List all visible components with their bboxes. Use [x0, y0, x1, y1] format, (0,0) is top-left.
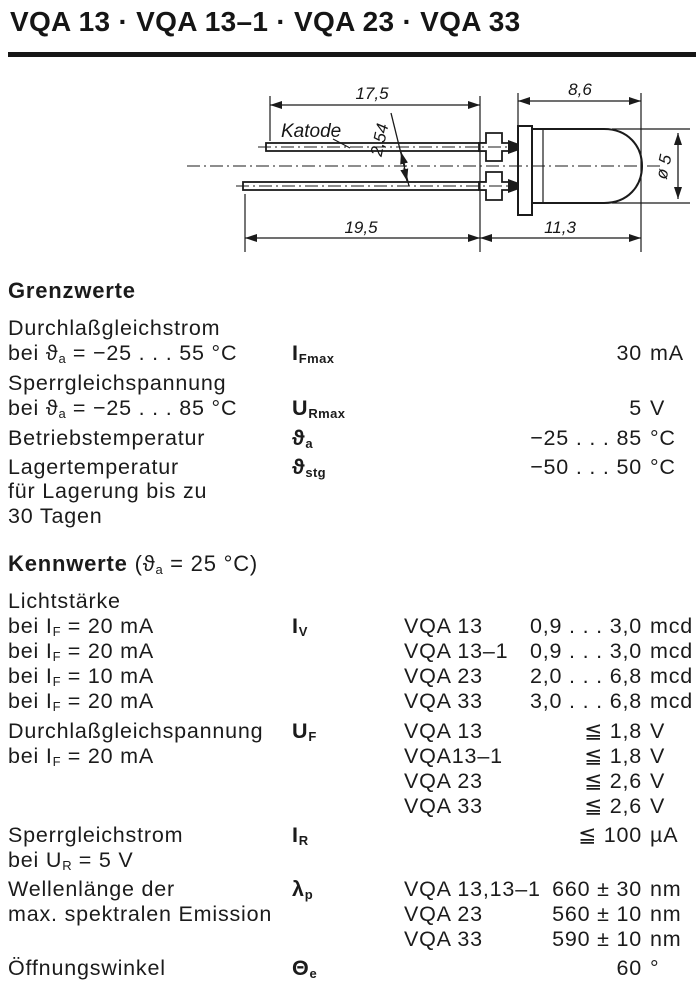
spec-sym	[292, 927, 404, 952]
spec-label: Betriebstemperatur	[8, 425, 206, 450]
dim-text-diameter: ø 5	[651, 152, 676, 181]
spec-unit: mcd	[650, 614, 694, 639]
dim-text-top-lead: 17,5	[355, 84, 389, 103]
spec-unit	[642, 371, 692, 396]
spec-row	[8, 341, 692, 366]
spec-label: bei $ϑ_a = -25$ . . . 85 °C	[8, 395, 238, 421]
spec-type: VQA 33	[404, 927, 483, 952]
spec-num	[530, 589, 642, 614]
spec-sym: $I_V$	[292, 614, 308, 640]
spec-sections	[8, 278, 692, 981]
spec-sym: $ϑ_{stg}$	[292, 454, 327, 480]
spec-row	[8, 823, 692, 848]
spec-type: VQA 13	[404, 614, 483, 639]
spec-row	[8, 794, 692, 819]
dim-text-bottom-lead: 19,5	[344, 218, 378, 237]
spec-sym: $I_R$	[292, 823, 309, 849]
dim-text-body-total: 11,3	[544, 218, 576, 237]
spec-num: ≦ 2,6	[584, 793, 642, 818]
spec-row	[8, 689, 692, 714]
spec-unit	[642, 479, 692, 504]
spec-type	[404, 504, 530, 529]
spec-num	[530, 316, 642, 341]
spec-label: bei $I_F = 20$ mA	[8, 743, 155, 769]
spec-label: bei $I_F = 10$ mA	[8, 663, 155, 689]
spec-label: bei $ϑ_a = -25$ . . . 55 °C	[8, 340, 238, 366]
spec-unit	[642, 589, 692, 614]
spec-num: 5	[629, 395, 642, 420]
spec-unit: V	[650, 395, 666, 420]
spec-sym: $ϑ_a$	[292, 425, 313, 451]
spec-label: 30 Tagen	[8, 504, 103, 529]
page-title: VQA 13 · VQA 13–1 · VQA 23 · VQA 33	[10, 6, 521, 37]
spec-row	[8, 927, 692, 952]
spec-sym	[292, 664, 404, 689]
spec-label: für Lagerung bis zu	[8, 479, 208, 504]
dim-text-pitch: 2,54	[366, 121, 393, 159]
spec-unit: °C	[650, 454, 676, 479]
title-rule	[8, 52, 696, 57]
spec-num: 590 ± 10	[552, 927, 642, 952]
spec-num: 3,0 . . . 6,8	[530, 688, 642, 713]
spec-type: VQA 13,13–1	[404, 877, 541, 902]
spec-label: Sperrgleichstrom	[8, 823, 184, 848]
spec-sym: $U_{Rmax}$	[292, 395, 346, 421]
spec-type	[404, 396, 530, 421]
spec-label: bei $I_F = 20$ mA	[8, 639, 155, 665]
spec-type	[404, 371, 530, 396]
spec-unit: nm	[650, 877, 682, 902]
spec-row	[8, 589, 692, 614]
spec-type	[404, 589, 530, 614]
spec-num: ≦ 2,6	[584, 768, 642, 793]
spec-type	[404, 479, 530, 504]
spec-sym	[292, 689, 404, 714]
spec-num	[530, 371, 642, 396]
spec-row	[8, 769, 692, 794]
spec-sym	[292, 371, 404, 396]
spec-num	[530, 848, 642, 873]
dim-text-body: 8,6	[568, 80, 592, 99]
spec-num: ≦ 100	[578, 823, 642, 848]
spec-type: VQA13–1	[404, 743, 503, 768]
spec-sym	[292, 504, 404, 529]
spec-type: VQA 23	[404, 663, 483, 688]
spec-row	[8, 316, 692, 341]
spec-label: bei $U_R = 5$ V	[8, 848, 134, 874]
spec-row	[8, 744, 692, 769]
spec-label	[8, 927, 292, 952]
spec-label: Durchlaßgleichstrom	[8, 316, 221, 340]
spec-num: ≦ 1,8	[584, 718, 642, 743]
spec-unit	[642, 504, 692, 529]
section-heading: Kennwerte ($ϑ_a = 25$ °C)	[8, 551, 259, 578]
spec-num: −50 . . . 50	[530, 454, 642, 479]
spec-num: 660 ± 30	[552, 877, 642, 902]
spec-type	[404, 316, 530, 341]
spec-row	[8, 455, 692, 480]
led-flange	[518, 126, 532, 215]
section-heading: Grenzwerte	[8, 278, 136, 303]
spec-section	[8, 551, 692, 981]
spec-type	[404, 823, 530, 848]
spec-type: VQA 33	[404, 688, 483, 713]
spec-sym	[292, 479, 404, 504]
spec-row	[8, 956, 692, 981]
spec-unit: mcd	[650, 688, 694, 713]
spec-type: VQA 13–1	[404, 639, 509, 664]
spec-num: −25 . . . 85	[530, 425, 642, 450]
spec-row	[8, 426, 692, 451]
spec-num: 2,0 . . . 6,8	[530, 663, 642, 688]
spec-num	[530, 504, 642, 529]
spec-unit: nm	[650, 902, 682, 927]
spec-row	[8, 902, 692, 927]
spec-row	[8, 848, 692, 873]
spec-unit: mcd	[650, 663, 694, 688]
spec-label: Durchlaßgleichspannung	[8, 718, 264, 743]
spec-type: VQA 23	[404, 902, 483, 927]
spec-label: bei $I_F = 20$ mA	[8, 614, 155, 640]
spec-row	[8, 371, 692, 396]
spec-unit: V	[650, 718, 666, 743]
spec-row	[8, 639, 692, 664]
spec-sym	[292, 794, 404, 819]
spec-unit: µA	[650, 823, 679, 848]
spec-num: 0,9 . . . 3,0	[530, 639, 642, 664]
spec-row	[8, 719, 692, 744]
spec-label	[8, 794, 292, 819]
spec-num: 0,9 . . . 3,0	[530, 614, 642, 639]
spec-sym	[292, 316, 404, 341]
spec-unit: °C	[650, 425, 676, 450]
spec-row	[8, 479, 692, 504]
spec-sym	[292, 639, 404, 664]
dim-pitch-arrow-up	[401, 152, 405, 167]
spec-label: Wellenlänge der	[8, 877, 175, 902]
spec-type: VQA 13	[404, 718, 483, 743]
spec-sym	[292, 902, 404, 927]
spec-section	[8, 278, 692, 529]
spec-type	[404, 341, 530, 366]
spec-sym	[292, 589, 404, 614]
spec-row	[8, 877, 692, 902]
spec-sym: $I_{Fmax}$	[292, 340, 335, 366]
spec-type	[404, 848, 530, 873]
spec-unit: mcd	[650, 639, 694, 664]
spec-sym	[292, 744, 404, 769]
spec-label: Sperrgleichspannung	[8, 370, 227, 395]
spec-label: Lagertemperatur	[8, 454, 179, 479]
spec-num: 60	[616, 955, 642, 980]
spec-row	[8, 664, 692, 689]
spec-type: VQA 33	[404, 793, 483, 818]
spec-unit: V	[650, 768, 666, 793]
spec-type: VQA 23	[404, 768, 483, 793]
spec-unit: V	[650, 793, 666, 818]
spec-sym	[292, 769, 404, 794]
spec-unit	[642, 848, 692, 873]
spec-sym: $U_F$	[292, 718, 317, 744]
spec-label: bei $I_F = 20$ mA	[8, 688, 155, 714]
spec-row	[8, 614, 692, 639]
spec-sym: $\lambda_p$	[292, 877, 314, 903]
spec-num: 30	[616, 340, 642, 365]
spec-label: Lichtstärke	[8, 589, 121, 614]
spec-label: Öffnungswinkel	[8, 955, 166, 980]
spec-type	[404, 455, 530, 480]
spec-label: max. spektralen Emission	[8, 902, 273, 927]
spec-num	[530, 479, 642, 504]
spec-unit: nm	[650, 927, 682, 952]
katode-label: Katode	[281, 121, 342, 142]
spec-label	[8, 769, 292, 794]
led-dimension-drawing	[0, 73, 700, 275]
spec-sym: $\Theta_e$	[292, 955, 318, 981]
spec-type	[404, 956, 530, 981]
spec-unit: V	[650, 743, 666, 768]
spec-row	[8, 396, 692, 421]
spec-type	[404, 426, 530, 451]
spec-sym	[292, 848, 404, 873]
spec-num: 560 ± 10	[552, 902, 642, 927]
spec-unit: °	[650, 955, 660, 980]
spec-unit	[642, 316, 692, 341]
spec-row	[8, 504, 692, 529]
spec-num: ≦ 1,8	[584, 743, 642, 768]
spec-unit: mA	[650, 340, 684, 365]
